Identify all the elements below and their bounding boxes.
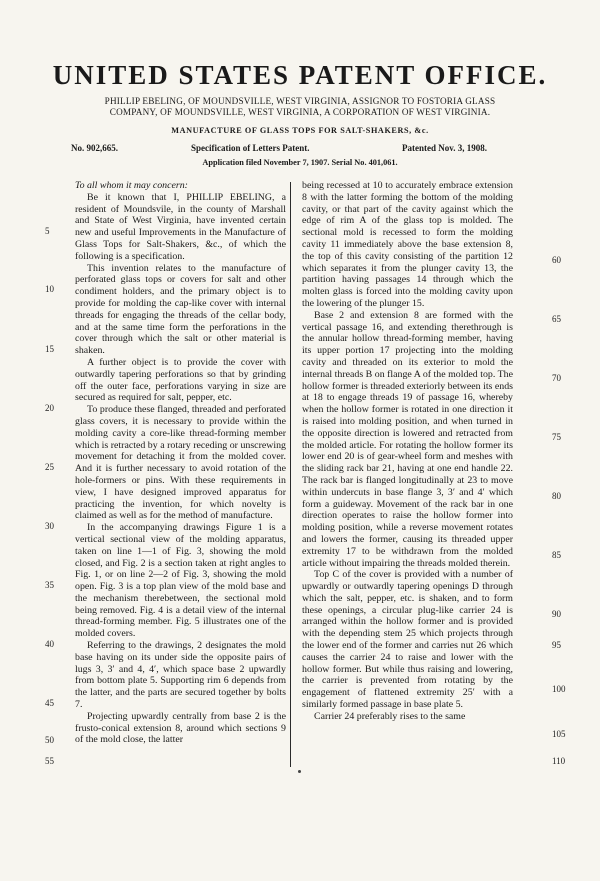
line-number: 60: [552, 255, 561, 265]
line-number: 90: [552, 609, 561, 619]
line-number: 50: [45, 735, 54, 745]
line-number: 55: [45, 756, 54, 766]
paragraph: In the accompanying drawings Figure 1 is a vertical sectional view of the molding apparatus, taken on line 1—1 of Fig. 3, showing the mold closed, and Fig. 2 is a section taken at right angles to Fig. 1, or on line 2—2 of Fig. 3, showing the mold open. Fig. 3 is a top plan view of the mold base and the mechanism therebetween, the sectional mold being removed. Fig. 4 is a detail view of the internal thread-forming member. Fig. 5 illustrates one of the molded covers.: [75, 522, 286, 640]
line-number: 70: [552, 373, 561, 383]
specification-label: Specification of Letters Patent.: [191, 143, 310, 153]
paragraph: Carrier 24 preferably rises to the same: [314, 710, 466, 722]
assignor-line: PHILLIP EBELING, OF MOUNDSVILLE, WEST VIRGINIA, ASSIGNOR TO FOSTORIA GLASS: [104, 96, 496, 106]
paragraph: Projecting upwardly centrally from base 2 is the frusto-conical extension 8, around which sections 9 of the mold close, the latter: [75, 710, 286, 746]
paragraph: being recessed at 10 to accurately embrace extension 8 with the latter forming the bottom of the molding cavity, or that part of the cavity against which the edge of rim A of the glass top is molded. The sectional mold is recessed to form the molding cavity 11 immediately above the base extension 8, the top of this cavity consisting of the partition 12 which separates it from the plunger cavity 13, the partition having passages 14 through which the molten glass is forced into the molding cavity upon the lowering of the plunger 15.: [302, 180, 513, 309]
right-column: [302, 180, 513, 723]
line-number: 100: [552, 684, 566, 694]
office-title: UNITED STATES PATENT OFFICE.: [52, 60, 548, 90]
line-number: 75: [552, 432, 561, 442]
line-number: 5: [45, 226, 50, 236]
line-number: 95: [552, 640, 561, 650]
application-filed: Application filed November 7, 1907. Serial No. 401,061.: [202, 158, 398, 167]
paragraph: To produce these flanged, threaded and perforated glass covers, it is necessary to provide within the molding cavity a core-like thread-forming member which is retracted by a rotary receding or unscrewing movement for detaching it from the molded cover. And it is further necessary to avoid rotation of the hole-formers or pins. With these requirements in view, I have designed improved apparatus for practicing the invention, for which novelty is claimed as well as for the method of manufacture.: [75, 404, 286, 522]
paragraph: Referring to the drawings, 2 designates the mold base having on its under side the opposite pairs of lugs 3, 3′ and 4, 4′, which space base 2 upwardly from bottom plate 5. Supporting rim 6 depends from the latter, and the parts are secured together by bolts 7.: [75, 640, 286, 711]
line-number: 15: [45, 344, 54, 354]
line-number: 40: [45, 639, 54, 649]
greeting: To all whom it may concern:: [75, 180, 188, 191]
line-number: 35: [45, 580, 54, 590]
patent-number: No. 902,665.: [71, 143, 118, 153]
paragraph: This invention relates to the manufacture of perforated glass tops or covers for salt and other condiment holders, and the primary object is to provide for molding the cap-like cover with internal threads for engaging the threads of the cellar body, and at the same time form the perforations in the cover through which the salt or other material is shaken.: [75, 262, 286, 357]
line-number: 45: [45, 698, 54, 708]
line-number: 30: [45, 521, 54, 531]
paragraph: Top C of the cover is provided with a number of upwardly or outwardly tapering openings D through which the salt, pepper, etc. is shaken, and to form these openings, a circular plug-like carrier 24 is arranged within the hollow former and is provided with the depending stem 25 which projects through the lower end of the former and carries nut 26 which causes the carrier 24 to raise and lower with the hollow former. But while thus raising and lowering, the carrier is prevented from rotating by the engagement of flattened extremity 25′ with a similarly formed passage in base plate 5.: [302, 569, 513, 711]
line-number: 85: [552, 550, 561, 560]
paragraph: Base 2 and extension 8 are formed with the vertical passage 16, and extending therethrough is the annular hollow thread-forming member, having its upper portion 17 projecting into the molding cavity and threaded on its exterior to mold the internal threads B on flange A of the molded top. The hollow former is threaded exteriorly between its ends at 18 to engage threads 19 of passage 16, whereby when the hollow former is rotated in one direction it is raised into molding position, and when turned in the opposite direction is lowered and retracted from the molded article. For rotating the hollow former its lower end 20 is of gear-wheel form and meshes with the sliding rack bar 21, having at one end handle 22. The rack bar is flanged longitudinally at 23 to move within undercuts in base flange 3, 3′ and 4′ which form a guideway. Movement of the rack bar in one direction operates to raise the hollow former into molding position, while a reverse movement rotates and lowers the former, causing its threaded upper extremity 17 to be withdrawn from the molded article without impairing the threads molded therein.: [302, 309, 513, 569]
line-number: 80: [552, 491, 561, 501]
column-divider: [290, 182, 291, 767]
paragraph: Be it known that I, PHILLIP EBELING, a resident of Moundsvile, in the county of Marshall and State of West Virginia, have invented certain new and useful Improvements in the Manufacture of Glass Tops for Salt-Shakers, &c., of which the following is a specification.: [75, 191, 286, 262]
line-number: 105: [552, 729, 566, 739]
line-number: 110: [552, 756, 566, 766]
line-number: 10: [45, 284, 54, 294]
left-column: [75, 180, 286, 746]
line-number: 25: [45, 462, 54, 472]
assignor-line: COMPANY, OF MOUNDSVILLE, WEST VIRGINIA, A CORPORATION OF WEST VIRGINIA.: [109, 107, 491, 117]
patented-date: Patented Nov. 3, 1908.: [402, 143, 487, 153]
print-speck: [298, 770, 301, 773]
paragraph: A further object is to provide the cover with outwardly tapering perforations so that by grinding off the outer face, perforations varying in size are secured as required for salt, pepper, etc.: [75, 356, 286, 404]
line-number: 65: [552, 314, 561, 324]
patent-subject: MANUFACTURE OF GLASS TOPS FOR SALT-SHAKERS, &c.: [171, 126, 429, 135]
line-number: 20: [45, 403, 54, 413]
assignor-block: [40, 96, 560, 118]
